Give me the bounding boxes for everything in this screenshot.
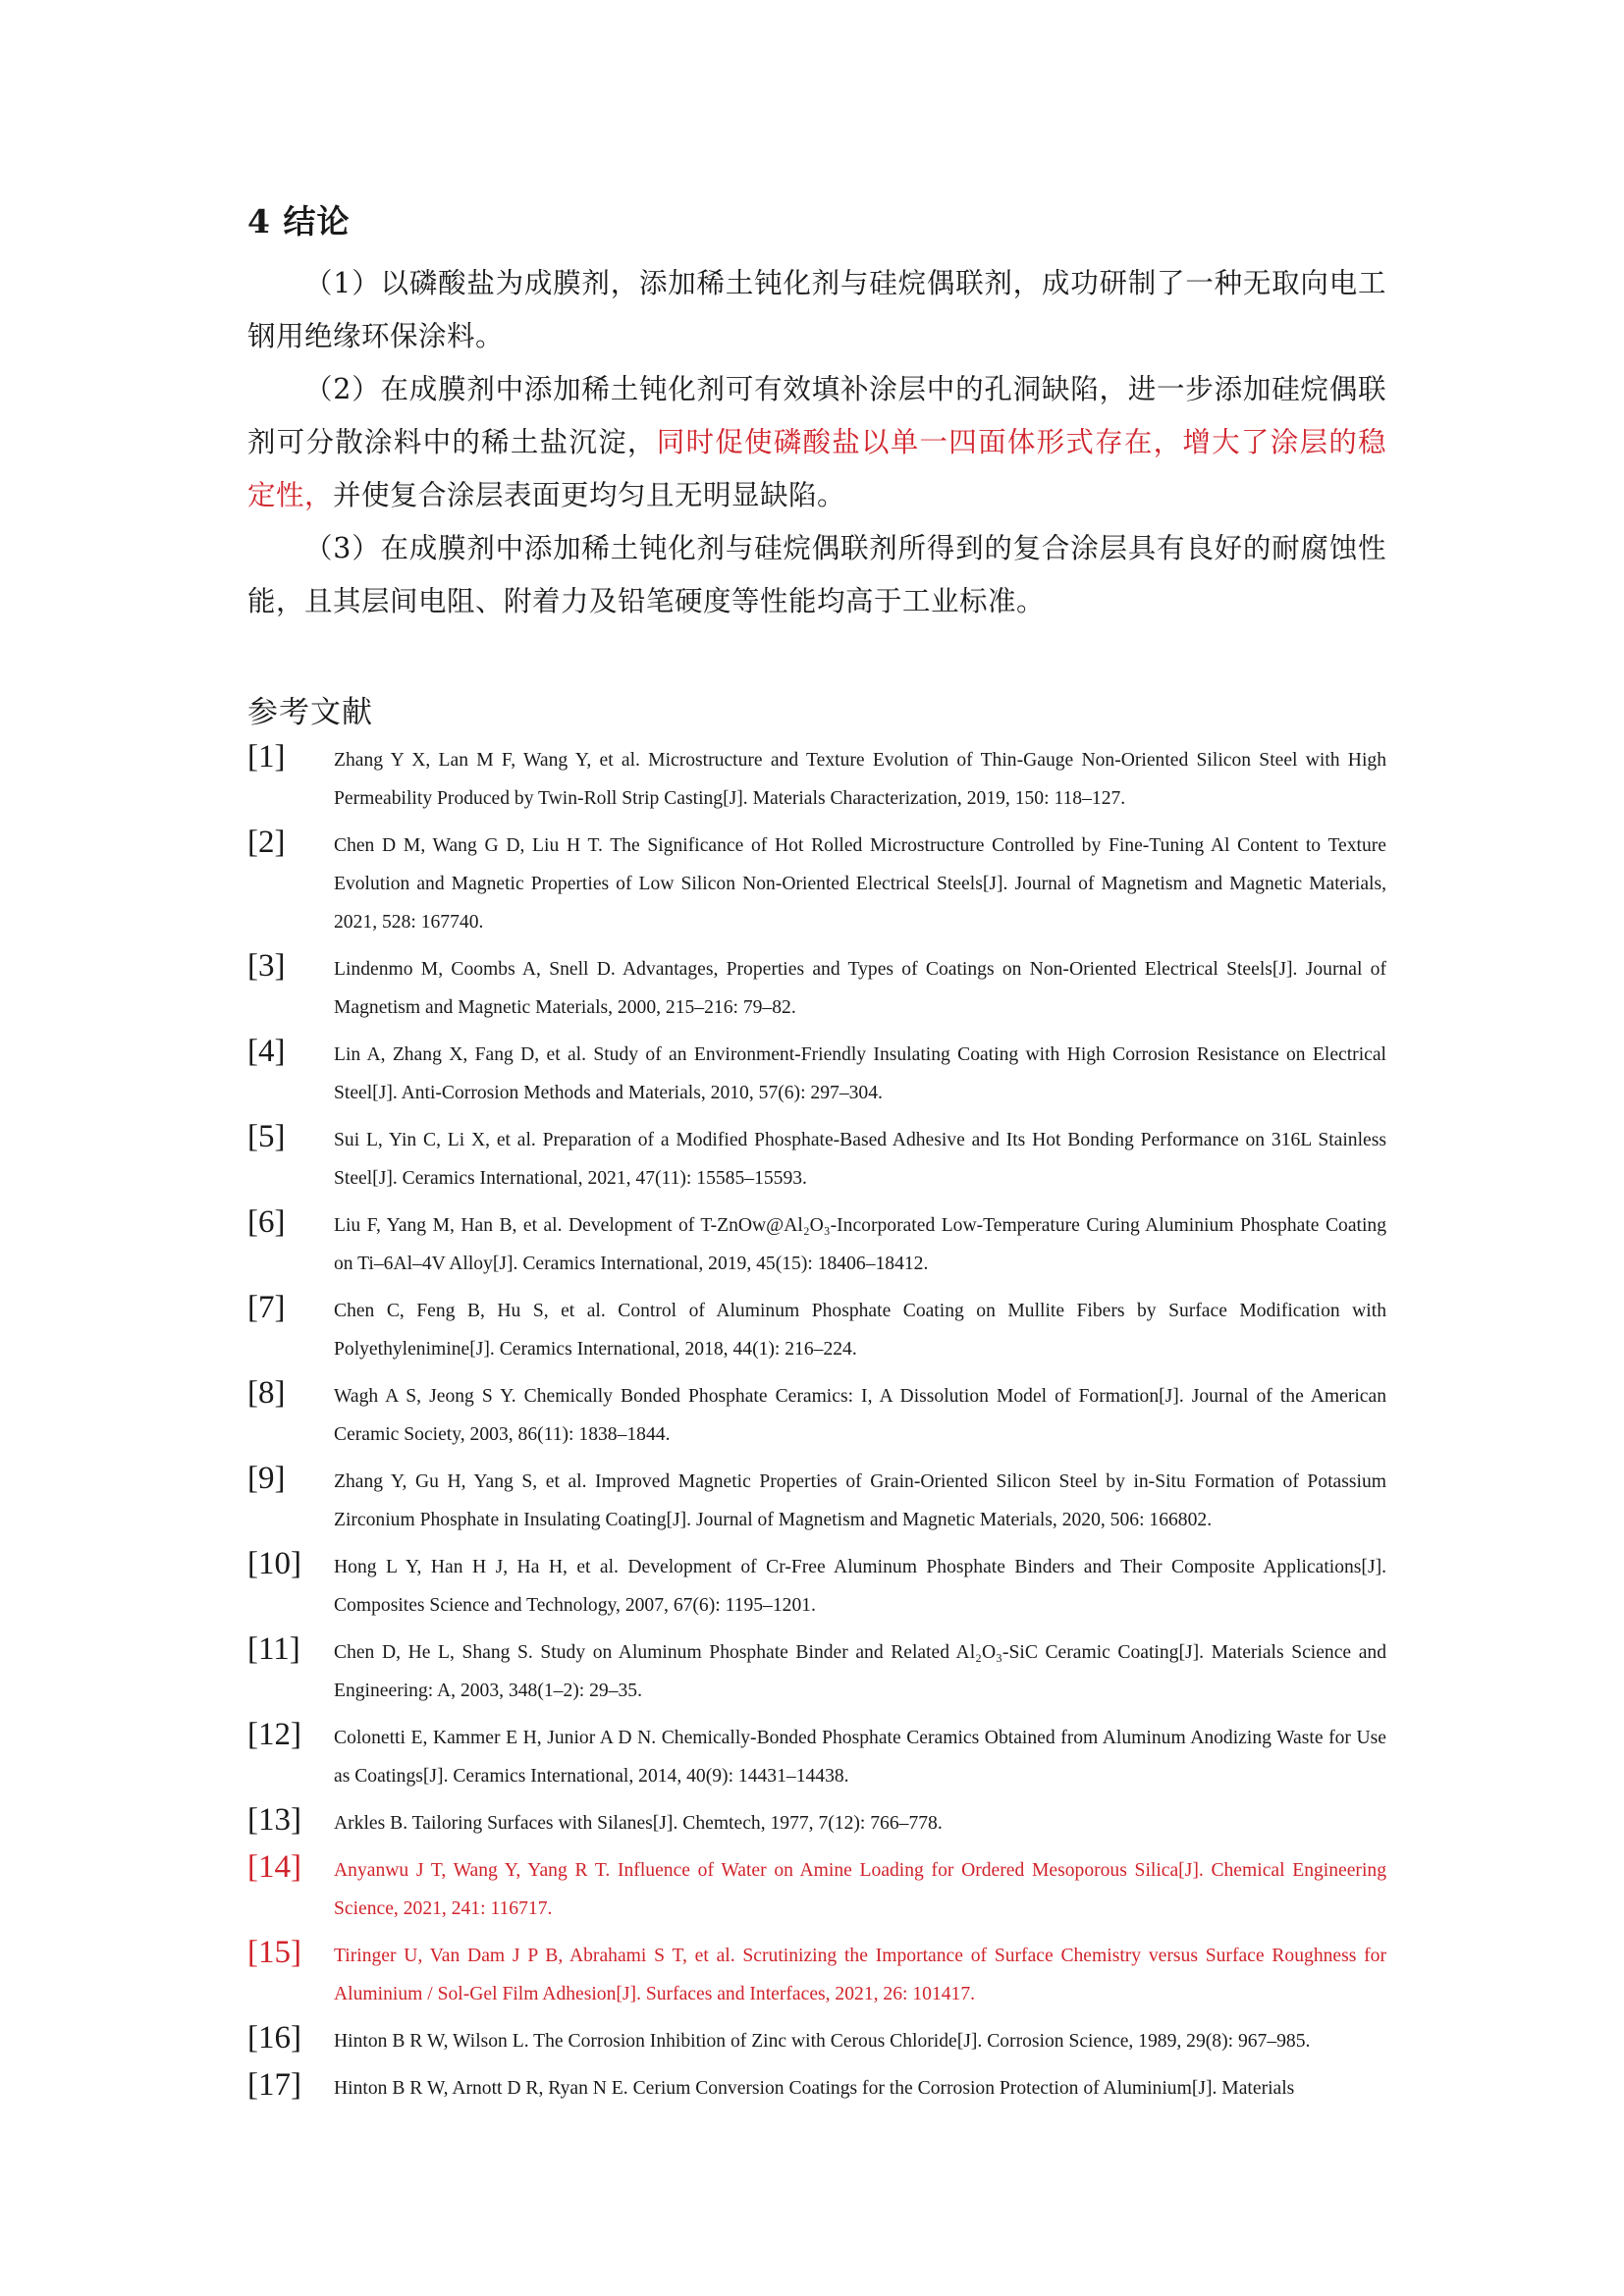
paragraph-2-text: （2）在成膜剂中添加稀土钝化剂可有效填补涂层中的孔洞缺陷，进一步添加硅烷偶联剂可分散涂料中的稀土盐沉淀， [247,373,1386,458]
reference-text: Colonetti E, Kammer E H, Junior A D N. Chemically-Bonded Phosphate Ceramics Obtained from Aluminum Anodizing Waste for Use as Coatings[J]. Ceramics International, 2014, 40(9): 14431–14438. [334,1728,1386,1787]
reference-item [247,1804,1386,1842]
reference-text: Chen D, He L, Shang S. Study on Aluminum Phosphate Binder and Related Al₂O₃-SiC Ceramic Coating[J]. Materials Science and Engineering: A, 2003, 348(1–2): 29–35. [334,1642,1386,1701]
reference-number: [11] [247,1631,300,1667]
reference-item [247,1377,1386,1454]
reference-number: [17] [247,2067,301,2103]
reference-text: Zhang Y, Gu H, Yang S, et al. Improved Magnetic Properties of Grain-Oriented Silicon Steel by in-Situ Formation of Potassium Zirconium Phosphate in Insulating Coating[J]. Journal of Magnetism and Magnetic Materials, 2020, 506: 166802. [334,1471,1386,1530]
reference-text: Tiringer U, Van Dam J P B, Abrahami S T, et al. Scrutinizing the Importance of Surface Chemistry versus Surface Roughness for Aluminium / Sol-Gel Film Adhesion[J]. Surfaces and Interfaces, 2021, 26: 101417. [334,1946,1386,2004]
reference-number: [7] [247,1290,286,1325]
reference-number: [1] [247,739,286,774]
reference-text: Hong L Y, Han H J, Ha H, et al. Development of Cr-Free Aluminum Phosphate Binders and Their Composite Applications[J]. Composites Science and Technology, 2007, 67(6): 1195–1201. [334,1557,1386,1616]
reference-item [247,1719,1386,1795]
reference-number: [13] [247,1802,301,1838]
reference-item [247,741,1386,818]
reference-item [247,1121,1386,1198]
reference-text: Sui L, Yin C, Li X, et al. Preparation of a Modified Phosphate-Based Adhesive and Its Hot Bonding Performance on 316L Stainless Steel[J]. Ceramics International, 2021, 47(11): 15585–15593. [334,1130,1386,1189]
reference-number: [3] [247,948,286,984]
reference-item [247,2022,1386,2060]
reference-text: Liu F, Yang M, Han B, et al. Development of T-ZnOw@Al₂O₃-Incorporated Low-Temperature Curing Aluminium Phosphate Coating on Ti–6Al–4V Alloy[J]. Ceramics International, 2019, 45(15): 18406–18412. [334,1215,1386,1274]
section-heading: 4 结论 [247,202,351,240]
reference-number: [8] [247,1375,286,1411]
reference-item [247,1292,1386,1368]
reference-text: Wagh A S, Jeong S Y. Chemically Bonded Phosphate Ceramics: I, A Dissolution Model of Formation[J]. Journal of the American Ceramic Society, 2003, 86(11): 1838–1844. [334,1386,1386,1445]
reference-text: Chen D M, Wang G D, Liu H T. The Significance of Hot Rolled Microstructure Controlled by Fine-Tuning Al Content to Texture Evolution and Magnetic Properties of Low Silicon Non-Oriented Electrical Steels[J]. Journal of Magnetism and Magnetic Materials, 2021, 528: 167740. [334,835,1386,933]
reference-item [247,950,1386,1027]
paragraph-2-highlight: 同时促使磷酸盐以单一四面体形式存在，增大了涂层的稳定性， [247,426,1386,511]
paragraph-2-text-end: 并使复合涂层表面更均匀且无明显缺陷。 [333,479,846,511]
reference-item [247,827,1386,941]
reference-text: Zhang Y X, Lan M F, Wang Y, et al. Microstructure and Texture Evolution of Thin-Gauge Non-Oriented Silicon Steel with High Permeability Produced by Twin-Roll Strip Casting[J]. Materials Characterization, 2019, 150: 118–127. [334,750,1386,809]
reference-number: [4] [247,1034,286,1069]
reference-number: [12] [247,1717,301,1752]
reference-number: [5] [247,1119,286,1154]
reference-item [247,1937,1386,2013]
reference-list [247,741,1386,2116]
references-title: 参考文献 [247,695,373,730]
reference-number: [14] [247,1849,301,1885]
reference-text: Anyanwu J T, Wang Y, Yang R T. Influence of Water on Amine Loading for Ordered Mesoporous Silica[J]. Chemical Engineering Science, 2021, 241: 116717. [334,1860,1386,1919]
reference-number: [6] [247,1204,286,1240]
reference-item [247,1206,1386,1283]
conclusion-paragraph-2 [247,363,1386,522]
reference-item [247,1851,1386,1928]
reference-text: Arkles B. Tailoring Surfaces with Silanes[J]. Chemtech, 1977, 7(12): 766–778. [334,1813,943,1834]
conclusion-paragraph-1: （1）以磷酸盐为成膜剂，添加稀土钝化剂与硅烷偶联剂，成功研制了一种无取向电工钢用绝缘环保涂料。 [247,267,1386,352]
reference-number: [15] [247,1935,301,1970]
reference-item [247,1036,1386,1112]
reference-number: [16] [247,2020,301,2056]
reference-item [247,2069,1386,2108]
reference-item [247,1548,1386,1625]
reference-text: Hinton B R W, Arnott D R, Ryan N E. Cerium Conversion Coatings for the Corrosion Protection of Aluminium[J]. Materials [334,2078,1295,2099]
reference-number: [10] [247,1546,301,1581]
conclusion-paragraph-3: （3）在成膜剂中添加稀土钝化剂与硅烷偶联剂所得到的复合涂层具有良好的耐腐蚀性能，且其层间电阻、附着力及铅笔硬度等性能均高于工业标准。 [247,532,1386,617]
reference-text: Hinton B R W, Wilson L. The Corrosion Inhibition of Zinc with Cerous Chloride[J]. Corrosion Science, 1989, 29(8): 967–985. [334,2031,1311,2052]
reference-item [247,1463,1386,1539]
reference-item [247,1633,1386,1710]
reference-number: [9] [247,1461,286,1496]
reference-text: Lin A, Zhang X, Fang D, et al. Study of an Environment-Friendly Insulating Coating with High Corrosion Resistance on Electrical Steel[J]. Anti-Corrosion Methods and Materials, 2010, 57(6): 297–304. [334,1044,1386,1103]
reference-text: Lindenmo M, Coombs A, Snell D. Advantages, Properties and Types of Coatings on Non-Oriented Electrical Steels[J]. Journal of Magnetism and Magnetic Materials, 2000, 215–216: 79–82. [334,959,1386,1018]
reference-text: Chen C, Feng B, Hu S, et al. Control of Aluminum Phosphate Coating on Mullite Fibers by Surface Modification with Polyethylenimine[J]. Ceramics International, 2018, 44(1): 216–224. [334,1301,1386,1360]
reference-number: [2] [247,825,286,860]
